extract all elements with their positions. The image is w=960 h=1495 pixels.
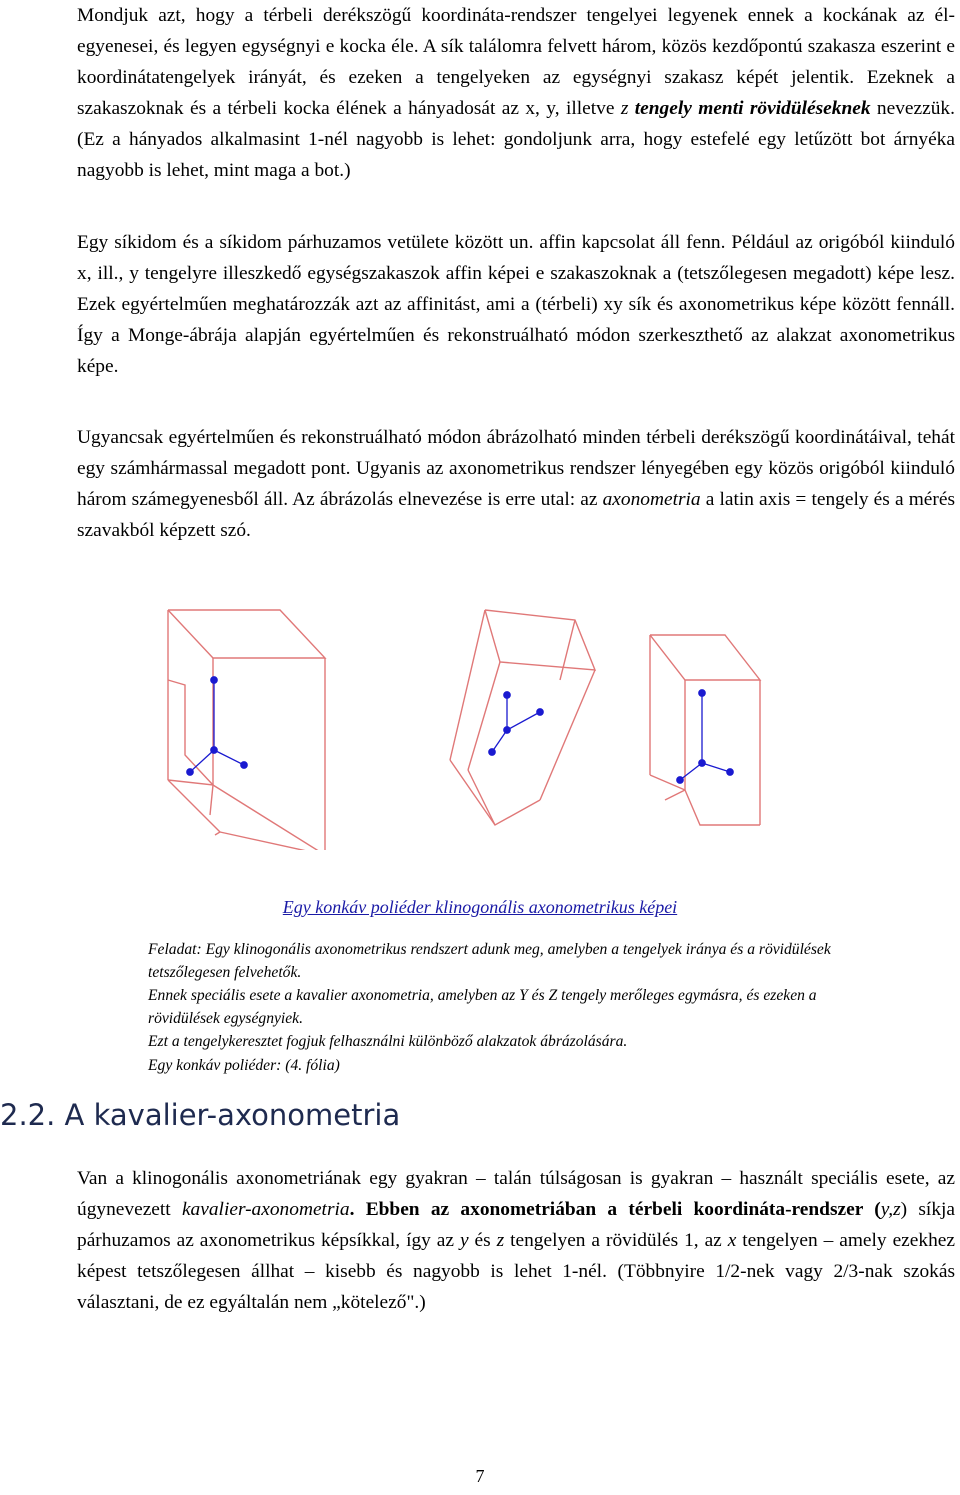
section-heading: 2.2. A kavalier-axonometria [0, 1098, 401, 1132]
italic-term: y [459, 1230, 469, 1251]
text-run: és [468, 1230, 497, 1251]
cavalier-paragraph [77, 1163, 955, 1318]
text-run: tengelyen a rövidülés 1, az [504, 1230, 728, 1251]
special-case-note: Ennek speciális esete a kavalier axonometria, amelyben az Y és Z tengely merőleges egymásra, és ezeken a rövidülések egységnyiek. [148, 987, 817, 1027]
figure-caption-link[interactable]: Egy konkáv poliéder klinogonális axonometrikus képei [282, 897, 678, 917]
polyhedron-2 [450, 610, 595, 825]
text-run: a latin axis = tengely és a mérés szavakból képzett szó. [77, 489, 955, 541]
foil-reference-note: Egy konkáv poliéder: (4. fólia) [148, 1057, 340, 1074]
italic-term: y,z [880, 1199, 901, 1220]
polyhedron-1 [168, 610, 325, 850]
polyhedron-figure [140, 600, 780, 850]
text-run: tengelyen – amely ezekhez képest tetszőlegesen állhat – kisebb és nagyobb is lehet 1-nél. (Többnyire 1/2-nek vagy 2/3-nak szokás választani, de ez egyáltalán nem „kötelező".) [77, 1230, 955, 1313]
italic-term: x [727, 1230, 737, 1251]
affine-paragraph: Egy síkidom és a síkidom párhuzamos vetülete között un. affin kapcsolat áll fenn. Például az origóból kiinduló x, ill., y tengelyre illeszkedő egységszakaszok affin képei e szakaszoknak a (tetszőlegesen megadott) képe lesz. Ezek egyértelműen meghatározzák azt az affinitást, ami a (térbeli) xy sík és axonometrikus képe között fennáll. Így a Monge-ábrája alapján egyértelműen és rekonstruálható módon szerkeszthető az alakzat axonometrikus képe. [77, 232, 955, 377]
text-run: nevezzük. (Ez a hányados alkalmasint 1-nél nagyobb is lehet: gondoljunk arra, hogy estefelé egy letűzött bot árnyéka nagyobb is lehet, mint maga a bot.) [77, 98, 955, 181]
bold-italic-term: tengely menti rövidüléseknek [634, 98, 871, 119]
axonometry-paragraph [77, 422, 955, 546]
italic-term: z [620, 98, 629, 119]
italic-term: z [496, 1230, 505, 1251]
italic-term: axonometria [602, 489, 701, 510]
task-note: Feladat: Egy klinogonális axonometrikus rendszert adunk meg, amelyben a tengelyek iránya és a rövidülések tetszőlegesen felvehetők. [148, 941, 831, 981]
text-run: ) síkja párhuzamos az axonometrikus képsíkkal, így az [77, 1199, 956, 1251]
polyhedron-3 [650, 635, 760, 825]
axis-cross [187, 677, 733, 783]
text-run: Mondjuk azt, hogy a térbeli derékszögű koordináta-rendszer tengelyei legyenek ennek a kockának az él-egyenesei, és legyen egységnyi e kocka éle. A sík találomra felvett három, közös kezdőpontú szakasza eszerint e koordinátatengelyek irányát, és ezeken a tengelyeken az egységnyi szakasz képét jelentik. Ezeknek a szakaszoknak és a térbeli kocka élének a hányadosát az x, y, illetve [77, 5, 955, 119]
text-run: . Ebben az axonometriában a térbeli koordináta-rendszer ( [349, 1199, 881, 1220]
italic-term: kavalier-axonometria [181, 1199, 350, 1220]
axis-cross-note: Ezt a tengelykeresztet fogjuk felhasználni különböző alakzatok ábrázolására. [148, 1033, 628, 1050]
text-run: Ugyancsak egyértelműen és rekonstruálható módon ábrázolható minden térbeli derékszögű koordinátáival, tehát egy számhármassal megadott pont. Ugyanis az axonometrikus rendszer lényegében egy közös origóból kiinduló három számegyenesből áll. Az ábrázolás elnevezése is erre utal: az [77, 427, 955, 510]
intro-paragraph [77, 0, 955, 186]
page-number: 7 [475, 1466, 485, 1486]
text-run: Van a klinogonális axonometriának egy gyakran – talán túlságosan is gyakran – használt speciális esete, az úgynevezett [77, 1168, 955, 1220]
